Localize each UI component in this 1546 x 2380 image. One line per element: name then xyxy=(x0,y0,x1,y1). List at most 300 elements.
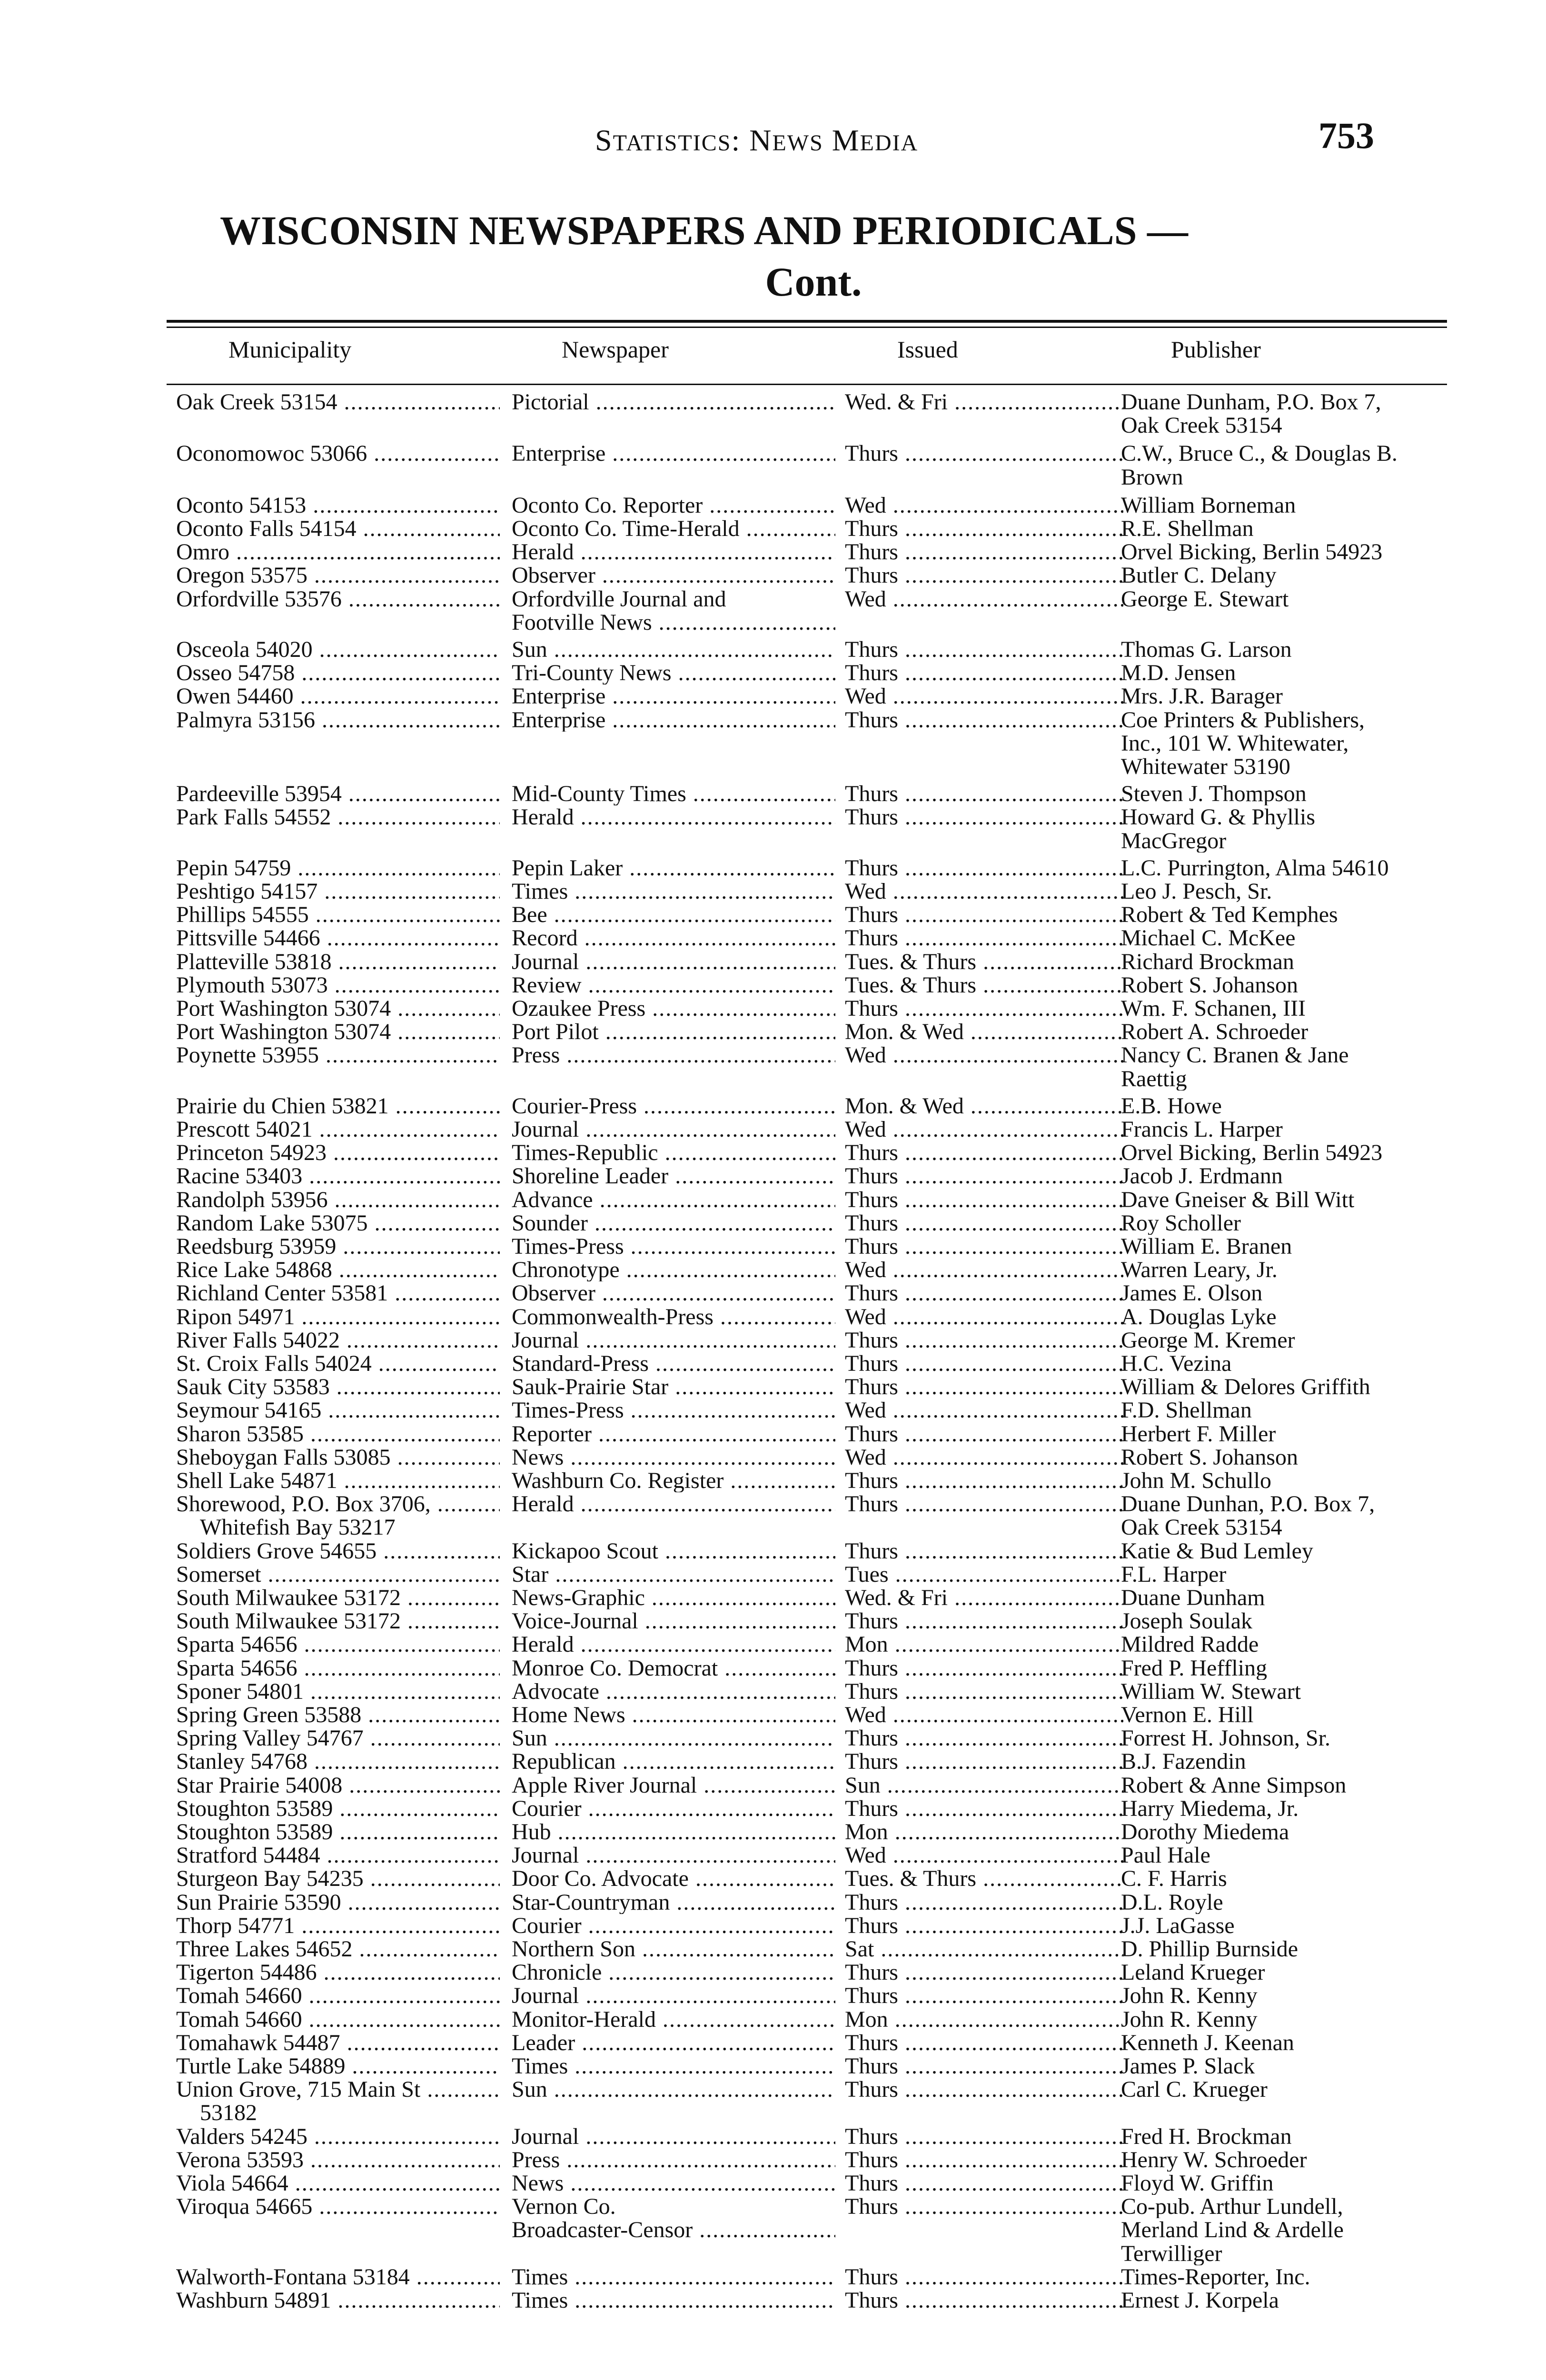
municipality-cell: Port Washington 53074 ..... xyxy=(176,997,500,1020)
municipality-cell: Stoughton 53589 ..... xyxy=(176,1820,500,1844)
issued-cell: Thurs ..... xyxy=(845,517,1123,540)
publisher-cell-cont: Whitewater 53190 xyxy=(1121,754,1290,779)
issued-cell: Thurs ..... xyxy=(845,782,1123,805)
municipality-cell: Sun Prairie 53590 ..... xyxy=(176,1891,500,1914)
publisher-cell: H.C. Vezina xyxy=(1121,1352,1232,1376)
issued-cell: Thurs ..... xyxy=(845,1141,1123,1164)
column-header-issued: Issued xyxy=(897,336,958,363)
newspaper-cell: Journal ..... xyxy=(512,2125,835,2148)
municipality-cell: Somerset ..... xyxy=(176,1563,500,1586)
issued-cell: Thurs ..... xyxy=(845,2054,1123,2078)
issued-cell: Sun ..... xyxy=(845,1774,1123,1797)
newspaper-cell: Standard-Press ..... xyxy=(512,1352,835,1375)
municipality-cell: Viroqua 54665 ..... xyxy=(176,2195,500,2218)
publisher-cell: Duane Dunham, P.O. Box 7, xyxy=(1121,390,1381,414)
newspaper-cell: Star ..... xyxy=(512,1563,835,1586)
newspaper-cell: Pepin Laker ..... xyxy=(512,856,835,880)
municipality-cell: Tomah 54660 ..... xyxy=(176,1984,500,2007)
top-rule-thick xyxy=(167,320,1447,323)
newspaper-cell: Courier ..... xyxy=(512,1797,835,1820)
publisher-cell: E.B. Howe xyxy=(1121,1094,1222,1118)
issued-cell: Mon. & Wed ..... xyxy=(845,1020,1123,1043)
publisher-cell: Co-pub. Arthur Lundell, xyxy=(1121,2195,1343,2219)
issued-cell: Wed ..... xyxy=(845,494,1123,517)
municipality-cell: Oconomowoc 53066 ..... xyxy=(176,442,500,465)
publisher-cell: Richard Brockman xyxy=(1121,950,1294,973)
newspaper-cell: Ozaukee Press ..... xyxy=(512,997,835,1020)
newspaper-cell: Sun ..... xyxy=(512,2078,835,2101)
newspaper-cell: Journal ..... xyxy=(512,950,835,973)
issued-cell: Mon. & Wed ..... xyxy=(845,1094,1123,1118)
municipality-cell: South Milwaukee 53172 ..... xyxy=(176,1609,500,1633)
issued-cell: Thurs ..... xyxy=(845,1164,1123,1188)
municipality-cell: Random Lake 53075 ..... xyxy=(176,1211,500,1235)
issued-cell: Tues. & Thurs ..... xyxy=(845,1867,1123,1890)
publisher-cell: William & Delores Griffith xyxy=(1121,1375,1370,1399)
newspaper-cell: Herald ..... xyxy=(512,540,835,564)
running-head-colon: : xyxy=(731,123,750,157)
newspaper-cell: Times-Republic ..... xyxy=(512,1141,835,1164)
publisher-cell: Warren Leary, Jr. xyxy=(1121,1258,1278,1282)
municipality-cell: Omro ..... xyxy=(176,540,500,564)
newspaper-cell: Sun ..... xyxy=(512,1726,835,1750)
column-header-publisher: Publisher xyxy=(1171,336,1261,363)
municipality-cell: Seymour 54165 ..... xyxy=(176,1398,500,1422)
issued-cell: Thurs ..... xyxy=(845,540,1123,564)
newspaper-cell: News ..... xyxy=(512,1446,835,1469)
municipality-cell: Ripon 54971 ..... xyxy=(176,1305,500,1329)
municipality-cell: Phillips 54555 ..... xyxy=(176,903,500,926)
publisher-cell: Michael C. McKee xyxy=(1121,926,1296,950)
publisher-cell: John R. Kenny xyxy=(1121,1984,1258,2008)
publisher-cell-cont: Brown xyxy=(1121,465,1183,489)
municipality-cell: Osseo 54758 ..... xyxy=(176,661,500,684)
issued-cell: Thurs ..... xyxy=(845,1726,1123,1750)
issued-cell: Wed ..... xyxy=(845,587,1123,611)
issued-cell: Wed ..... xyxy=(845,1703,1123,1726)
newspaper-cell: Chronotype ..... xyxy=(512,1258,835,1281)
newspaper-cell: Times ..... xyxy=(512,2054,835,2078)
municipality-cell: Owen 54460 ..... xyxy=(176,684,500,708)
publisher-cell: Roy Scholler xyxy=(1121,1211,1241,1235)
publisher-cell: Vernon E. Hill xyxy=(1121,1703,1254,1727)
newspaper-cell: Monroe Co. Democrat ..... xyxy=(512,1656,835,1680)
publisher-cell: M.D. Jensen xyxy=(1121,661,1236,685)
publisher-cell: Floyd W. Griffin xyxy=(1121,2172,1274,2195)
municipality-cell: Tigerton 54486 ..... xyxy=(176,1961,500,1984)
publisher-cell: William W. Stewart xyxy=(1121,1679,1301,1703)
municipality-cell: Randolph 53956 ..... xyxy=(176,1188,500,1211)
municipality-cell: Turtle Lake 54889 ..... xyxy=(176,2054,500,2078)
issued-cell: Wed ..... xyxy=(845,1258,1123,1281)
newspaper-cell: Journal ..... xyxy=(512,1329,835,1352)
publisher-cell: Orvel Bicking, Berlin 54923 xyxy=(1121,540,1383,564)
publisher-cell: Joseph Soulak xyxy=(1121,1609,1252,1633)
issued-cell: Wed ..... xyxy=(845,684,1123,708)
publisher-cell-cont: Raettig xyxy=(1121,1067,1187,1091)
publisher-cell: B.J. Fazendin xyxy=(1121,1750,1246,1774)
issued-cell: Thurs ..... xyxy=(845,903,1123,926)
municipality-cell: Stanley 54768 ..... xyxy=(176,1750,500,1773)
publisher-cell: F.L. Harper xyxy=(1121,1562,1227,1586)
newspaper-cell: Observer ..... xyxy=(512,564,835,587)
municipality-cell: Star Prairie 54008 ..... xyxy=(176,1774,500,1797)
issued-cell: Thurs ..... xyxy=(845,1656,1123,1680)
issued-cell: Sat ..... xyxy=(845,1937,1123,1961)
municipality-cell: Three Lakes 54652 ..... xyxy=(176,1937,500,1961)
municipality-cell: Sponer 54801 ..... xyxy=(176,1680,500,1703)
publisher-cell: Orvel Bicking, Berlin 54923 xyxy=(1121,1141,1383,1165)
publisher-cell: Howard G. & Phyllis xyxy=(1121,805,1315,829)
publisher-cell-cont: Oak Creek 53154 xyxy=(1121,414,1282,437)
newspaper-cell: Times ..... xyxy=(512,880,835,903)
running-head-m: M xyxy=(823,123,860,157)
newspaper-cell: Advocate ..... xyxy=(512,1680,835,1703)
issued-cell: Thurs ..... xyxy=(845,2148,1123,2172)
publisher-cell: Francis L. Harper xyxy=(1121,1118,1283,1141)
municipality-cell: Sauk City 53583 ..... xyxy=(176,1375,500,1398)
issued-cell: Thurs ..... xyxy=(845,2031,1123,2054)
municipality-cell: Prairie du Chien 53821 ..... xyxy=(176,1094,500,1118)
publisher-cell: Duane Dunham xyxy=(1121,1586,1265,1610)
municipality-cell-cont: Whitefish Bay 53217 xyxy=(200,1516,396,1539)
newspaper-cell: Commonwealth-Press ..... xyxy=(512,1305,835,1329)
publisher-cell: Dorothy Miedema xyxy=(1121,1820,1289,1844)
issued-cell: Thurs ..... xyxy=(845,1680,1123,1703)
issued-cell: Wed ..... xyxy=(845,1305,1123,1329)
issued-cell: Wed ..... xyxy=(845,1844,1123,1867)
newspaper-cell: Courier-Press ..... xyxy=(512,1094,835,1118)
newspaper-cell: Enterprise ..... xyxy=(512,708,835,732)
municipality-cell: Osceola 54020 ..... xyxy=(176,638,500,661)
issued-cell: Thurs ..... xyxy=(845,1797,1123,1820)
newspaper-cell: Courier ..... xyxy=(512,1914,835,1937)
municipality-cell: Pepin 54759 ..... xyxy=(176,856,500,880)
publisher-cell: George E. Stewart xyxy=(1121,587,1289,611)
newspaper-cell: Monitor-Herald ..... xyxy=(512,2008,835,2031)
municipality-cell: Prescott 54021 ..... xyxy=(176,1118,500,1141)
municipality-cell: Union Grove, 715 Main St ..... xyxy=(176,2078,500,2101)
publisher-cell: Mrs. J.R. Barager xyxy=(1121,684,1283,708)
municipality-cell: Richland Center 53581 ..... xyxy=(176,1281,500,1305)
issued-cell: Thurs ..... xyxy=(845,1539,1123,1563)
issued-cell: Tues ..... xyxy=(845,1563,1123,1586)
newspaper-cell: Chronicle ..... xyxy=(512,1961,835,1984)
municipality-cell: Sharon 53585 ..... xyxy=(176,1422,500,1446)
newspaper-cell: Pictorial ..... xyxy=(512,390,835,414)
municipality-cell: Oconto 54153 ..... xyxy=(176,494,500,517)
newspaper-cell: Reporter ..... xyxy=(512,1422,835,1446)
publisher-cell: Robert S. Johanson xyxy=(1121,1445,1298,1469)
issued-cell: Thurs ..... xyxy=(845,1961,1123,1984)
municipality-cell: Thorp 54771 ..... xyxy=(176,1914,500,1937)
issued-cell: Thurs ..... xyxy=(845,1984,1123,2007)
issued-cell: Mon ..... xyxy=(845,1633,1123,1656)
municipality-cell: Oregon 53575 ..... xyxy=(176,564,500,587)
municipality-cell: Palmyra 53156 ..... xyxy=(176,708,500,732)
publisher-cell-cont: Oak Creek 53154 xyxy=(1121,1516,1282,1539)
issued-cell: Thurs ..... xyxy=(845,2289,1123,2312)
publisher-cell: George M. Kremer xyxy=(1121,1328,1295,1352)
publisher-cell: D. Phillip Burnside xyxy=(1121,1937,1298,1961)
publisher-cell: Jacob J. Erdmann xyxy=(1121,1164,1283,1188)
municipality-cell: Sturgeon Bay 54235 ..... xyxy=(176,1867,500,1890)
column-header-municipality: Municipality xyxy=(228,336,352,363)
municipality-cell: Spring Green 53588 ..... xyxy=(176,1703,500,1726)
newspaper-cell: Tri-County News ..... xyxy=(512,661,835,684)
issued-cell: Thurs ..... xyxy=(845,1609,1123,1633)
title-line-2: Cont. xyxy=(765,259,862,305)
municipality-cell: Pardeeville 53954 ..... xyxy=(176,782,500,805)
municipality-cell: Orfordville 53576 ..... xyxy=(176,587,500,611)
newspaper-cell-cont: Footville News ..... xyxy=(512,611,835,634)
newspaper-cell: Times-Press ..... xyxy=(512,1398,835,1422)
issued-cell: Wed ..... xyxy=(845,1118,1123,1141)
newspaper-cell: Journal ..... xyxy=(512,1118,835,1141)
issued-cell: Thurs ..... xyxy=(845,1492,1123,1516)
issued-cell: Wed. & Fri ..... xyxy=(845,390,1123,414)
publisher-cell: Duane Dunhan, P.O. Box 7, xyxy=(1121,1492,1375,1516)
municipality-cell: Port Washington 53074 ..... xyxy=(176,1020,500,1043)
publisher-cell: Times-Reporter, Inc. xyxy=(1121,2265,1310,2289)
newspaper-cell: Shoreline Leader ..... xyxy=(512,1164,835,1188)
newspaper-cell: Northern Son ..... xyxy=(512,1937,835,1961)
publisher-cell: James E. Olson xyxy=(1121,1281,1263,1305)
publisher-cell-cont: Inc., 101 W. Whitewater, xyxy=(1121,731,1349,755)
newspaper-cell: Times ..... xyxy=(512,2289,835,2312)
newspaper-cell: Vernon Co. xyxy=(512,2195,616,2219)
municipality-cell: Pittsville 54466 ..... xyxy=(176,926,500,950)
municipality-cell: Peshtigo 54157 ..... xyxy=(176,880,500,903)
title-line-1: WISCONSIN NEWSPAPERS AND PERIODICALS — xyxy=(219,208,1189,253)
municipality-cell: Tomahawk 54487 ..... xyxy=(176,2031,500,2054)
publisher-cell: J.J. LaGasse xyxy=(1121,1914,1235,1937)
issued-cell: Thurs ..... xyxy=(845,442,1123,465)
newspaper-cell: Times ..... xyxy=(512,2265,835,2289)
newspaper-cell: Herald ..... xyxy=(512,1492,835,1516)
running-head-ews: EWS xyxy=(772,130,823,156)
municipality-cell: Oconto Falls 54154 ..... xyxy=(176,517,500,540)
publisher-cell: John R. Kenny xyxy=(1121,2007,1258,2031)
issued-cell: Wed ..... xyxy=(845,1398,1123,1422)
publisher-cell: Coe Printers & Publishers, xyxy=(1121,708,1365,732)
publisher-cell-cont: Merland Lind & Ardelle xyxy=(1121,2218,1344,2242)
newspaper-cell: Voice-Journal ..... xyxy=(512,1609,835,1633)
running-head-edia: EDIA xyxy=(860,130,919,156)
publisher-cell: Harry Miedema, Jr. xyxy=(1121,1796,1299,1820)
municipality-cell: Platteville 53818 ..... xyxy=(176,950,500,973)
publisher-cell: L.C. Purrington, Alma 54610 xyxy=(1121,856,1389,880)
publisher-cell: R.E. Shellman xyxy=(1121,517,1254,541)
municipality-cell: Racine 53403 ..... xyxy=(176,1164,500,1188)
municipality-cell: Reedsburg 53959 ..... xyxy=(176,1235,500,1258)
publisher-cell: William E. Branen xyxy=(1121,1235,1292,1259)
issued-cell: Wed ..... xyxy=(845,1043,1123,1067)
publisher-cell: William Borneman xyxy=(1121,493,1296,517)
publisher-cell: Forrest H. Johnson, Sr. xyxy=(1121,1726,1331,1750)
publisher-cell-cont: MacGregor xyxy=(1121,829,1227,853)
municipality-cell: Walworth-Fontana 53184 ..... xyxy=(176,2265,500,2289)
newspaper-cell: Port Pilot ..... xyxy=(512,1020,835,1043)
issued-cell: Mon ..... xyxy=(845,2008,1123,2031)
issued-cell: Thurs ..... xyxy=(845,638,1123,661)
header-rule xyxy=(167,384,1447,385)
issued-cell: Thurs ..... xyxy=(845,1469,1123,1492)
issued-cell: Thurs ..... xyxy=(845,856,1123,880)
issued-cell: Thurs ..... xyxy=(845,1422,1123,1446)
newspaper-cell: Mid-County Times ..... xyxy=(512,782,835,805)
newspaper-cell: Herald ..... xyxy=(512,1633,835,1656)
municipality-cell: River Falls 54022 ..... xyxy=(176,1329,500,1352)
newspaper-cell: Advance ..... xyxy=(512,1188,835,1211)
top-rule-thin xyxy=(167,327,1447,328)
publisher-cell: Leo J. Pesch, Sr. xyxy=(1121,880,1272,903)
publisher-cell: Nancy C. Branen & Jane xyxy=(1121,1043,1349,1067)
municipality-cell: Plymouth 53073 ..... xyxy=(176,973,500,997)
municipality-cell: South Milwaukee 53172 ..... xyxy=(176,1586,500,1609)
publisher-cell: Kenneth J. Keenan xyxy=(1121,2031,1294,2054)
publisher-cell: Butler C. Delany xyxy=(1121,564,1277,587)
newspaper-cell: Oconto Co. Time-Herald ..... xyxy=(512,517,835,540)
newspaper-cell: Observer ..... xyxy=(512,1281,835,1305)
issued-cell: Thurs ..... xyxy=(845,2172,1123,2195)
municipality-cell: Sparta 54656 ..... xyxy=(176,1633,500,1656)
newspaper-cell-cont: Broadcaster-Censor ..... xyxy=(512,2218,835,2241)
municipality-cell: Shell Lake 54871 ..... xyxy=(176,1469,500,1492)
publisher-cell: Fred H. Brockman xyxy=(1121,2124,1292,2148)
issued-cell: Thurs ..... xyxy=(845,1281,1123,1305)
newspaper-cell: Record ..... xyxy=(512,926,835,950)
publisher-cell: John M. Schullo xyxy=(1121,1469,1272,1493)
municipality-cell: Spring Valley 54767 ..... xyxy=(176,1726,500,1750)
issued-cell: Thurs ..... xyxy=(845,2265,1123,2289)
issued-cell: Thurs ..... xyxy=(845,1891,1123,1914)
issued-cell: Thurs ..... xyxy=(845,1914,1123,1937)
publisher-cell: Fred P. Heffling xyxy=(1121,1656,1268,1680)
publisher-cell: Paul Hale xyxy=(1121,1844,1210,1867)
issued-cell: Mon ..... xyxy=(845,1820,1123,1844)
publisher-cell: Thomas G. Larson xyxy=(1121,638,1292,662)
issued-cell: Thurs ..... xyxy=(845,564,1123,587)
issued-cell: Thurs ..... xyxy=(845,661,1123,684)
municipality-cell: Stoughton 53589 ..... xyxy=(176,1797,500,1820)
publisher-cell: Robert A. Schroeder xyxy=(1121,1020,1308,1044)
page-number: 753 xyxy=(1318,115,1374,156)
newspaper-cell: Herald ..... xyxy=(512,805,835,829)
newspaper-cell: Orfordville Journal and xyxy=(512,587,726,611)
newspaper-cell: Apple River Journal ..... xyxy=(512,1774,835,1797)
publisher-cell: Robert S. Johanson xyxy=(1121,973,1298,997)
municipality-cell: St. Croix Falls 54024 ..... xyxy=(176,1352,500,1375)
municipality-cell: Rice Lake 54868 ..... xyxy=(176,1258,500,1281)
issued-cell: Wed ..... xyxy=(845,1446,1123,1469)
publisher-cell: Robert & Anne Simpson xyxy=(1121,1773,1347,1797)
issued-cell: Thurs ..... xyxy=(845,1375,1123,1398)
newspaper-cell: Times-Press ..... xyxy=(512,1235,835,1258)
newspaper-cell: Sounder ..... xyxy=(512,1211,835,1235)
issued-cell: Thurs ..... xyxy=(845,1329,1123,1352)
municipality-cell: Tomah 54660 ..... xyxy=(176,2008,500,2031)
issued-cell: Thurs ..... xyxy=(845,708,1123,732)
municipality-cell: Park Falls 54552 ..... xyxy=(176,805,500,829)
publisher-cell: D.L. Royle xyxy=(1121,1890,1223,1914)
publisher-cell: Ernest J. Korpela xyxy=(1121,2289,1279,2312)
publisher-cell: Katie & Bud Lemley xyxy=(1121,1539,1313,1563)
newspaper-cell: Republican ..... xyxy=(512,1750,835,1773)
issued-cell: Tues. & Thurs ..... xyxy=(845,950,1123,973)
publisher-cell: Leland Krueger xyxy=(1121,1961,1265,1984)
publisher-cell: Steven J. Thompson xyxy=(1121,782,1307,806)
newspaper-cell: Door Co. Advocate ..... xyxy=(512,1867,835,1890)
publisher-cell: Carl C. Krueger xyxy=(1121,2078,1268,2102)
publisher-cell: C.W., Bruce C., & Douglas B. xyxy=(1121,442,1397,466)
newspaper-cell: Enterprise ..... xyxy=(512,442,835,465)
publisher-cell: James P. Slack xyxy=(1121,2054,1255,2078)
municipality-cell: Washburn 54891 ..... xyxy=(176,2289,500,2312)
page-title xyxy=(0,205,1546,307)
municipality-cell: Oak Creek 53154 ..... xyxy=(176,390,500,414)
newspaper-cell: Journal ..... xyxy=(512,1844,835,1867)
publisher-cell: Henry W. Schroeder xyxy=(1121,2148,1307,2172)
publisher-cell-cont: Terwilliger xyxy=(1121,2241,1222,2265)
municipality-cell: Soldiers Grove 54655 ..... xyxy=(176,1539,500,1563)
running-head-s: S xyxy=(595,123,613,157)
issued-cell: Thurs ..... xyxy=(845,2195,1123,2218)
newspaper-cell: Oconto Co. Reporter ..... xyxy=(512,494,835,517)
publisher-cell: Wm. F. Schanen, III xyxy=(1121,997,1306,1021)
publisher-cell: A. Douglas Lyke xyxy=(1121,1305,1277,1329)
newspaper-cell: News ..... xyxy=(512,2172,835,2195)
issued-cell: Thurs ..... xyxy=(845,1211,1123,1235)
newspaper-cell: Press ..... xyxy=(512,1043,835,1067)
newspaper-cell: Star-Countryman ..... xyxy=(512,1891,835,1914)
newspaper-cell: Sun ..... xyxy=(512,638,835,661)
municipality-cell: Viola 54664 ..... xyxy=(176,2172,500,2195)
newspaper-cell: Sauk-Prairie Star ..... xyxy=(512,1375,835,1398)
issued-cell: Thurs ..... xyxy=(845,926,1123,950)
issued-cell: Thurs ..... xyxy=(845,1352,1123,1375)
issued-cell: Wed ..... xyxy=(845,880,1123,903)
newspaper-cell: Bee ..... xyxy=(512,903,835,926)
municipality-cell: Sheboygan Falls 53085 ..... xyxy=(176,1446,500,1469)
running-head xyxy=(595,123,918,158)
municipality-cell: Valders 54245 ..... xyxy=(176,2125,500,2148)
municipality-cell: Princeton 54923 ..... xyxy=(176,1141,500,1164)
municipality-cell: Verona 53593 ..... xyxy=(176,2148,500,2172)
newspaper-cell: Review ..... xyxy=(512,973,835,997)
issued-cell: Wed. & Fri ..... xyxy=(845,1586,1123,1609)
issued-cell: Thurs ..... xyxy=(845,997,1123,1020)
issued-cell: Thurs ..... xyxy=(845,1750,1123,1773)
issued-cell: Thurs ..... xyxy=(845,2078,1123,2101)
issued-cell: Thurs ..... xyxy=(845,2125,1123,2148)
running-head-n: N xyxy=(749,123,773,157)
publisher-cell: F.D. Shellman xyxy=(1121,1398,1252,1422)
newspaper-cell: Home News ..... xyxy=(512,1703,835,1726)
newspaper-cell: Journal ..... xyxy=(512,1984,835,2007)
newspaper-cell: Hub ..... xyxy=(512,1820,835,1844)
issued-cell: Tues. & Thurs ..... xyxy=(845,973,1123,997)
issued-cell: Thurs ..... xyxy=(845,1188,1123,1211)
newspaper-cell: Leader ..... xyxy=(512,2031,835,2054)
publisher-cell: Robert & Ted Kemphes xyxy=(1121,903,1338,927)
newspaper-cell: Washburn Co. Register ..... xyxy=(512,1469,835,1492)
newspaper-cell: Kickapoo Scout ..... xyxy=(512,1539,835,1563)
publisher-cell: C. F. Harris xyxy=(1121,1867,1227,1891)
municipality-cell: Shorewood, P.O. Box 3706, ..... xyxy=(176,1492,500,1516)
column-header-newspaper: Newspaper xyxy=(562,336,669,363)
issued-cell: Thurs ..... xyxy=(845,1235,1123,1258)
